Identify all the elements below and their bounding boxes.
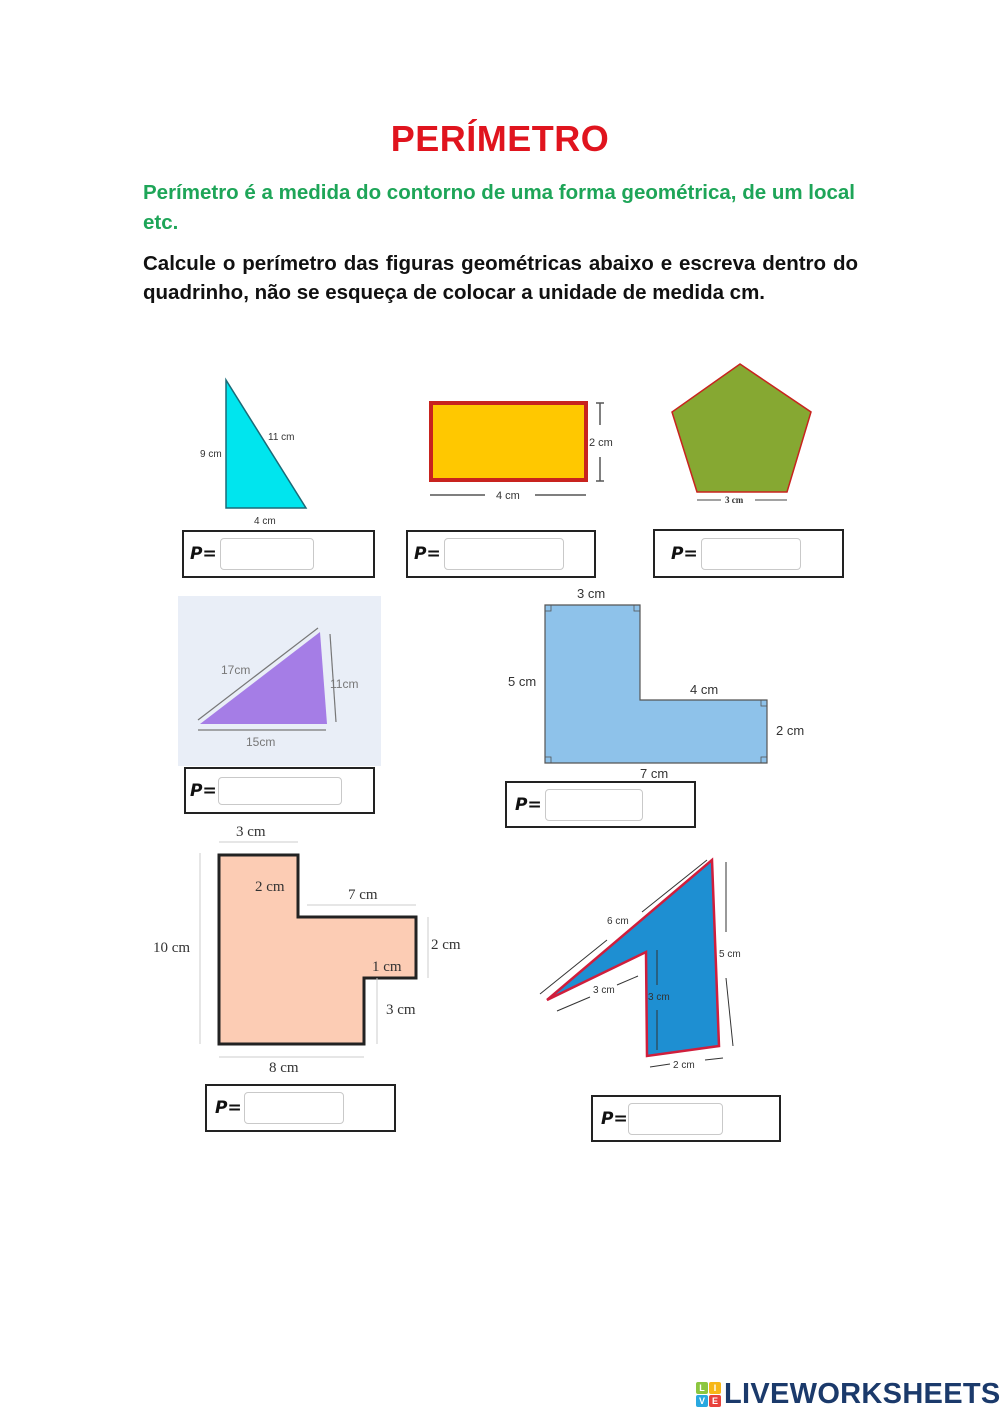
answer-input-7[interactable] bbox=[628, 1103, 723, 1135]
label-inner-step: 1 cm bbox=[372, 959, 402, 975]
figure-right-triangle bbox=[190, 370, 330, 530]
label-short-diagonal: 3 cm bbox=[593, 985, 615, 996]
label-inner-vertical: 2 cm bbox=[255, 879, 285, 895]
answer-box-1 bbox=[182, 530, 375, 578]
label-long-diagonal: 6 cm bbox=[607, 916, 629, 927]
figure-pentagon bbox=[665, 360, 820, 510]
answer-input-6[interactable] bbox=[244, 1092, 344, 1124]
label-right: 5 cm bbox=[719, 949, 741, 960]
label-side-a: 9 cm bbox=[200, 449, 222, 460]
label-top: 3 cm bbox=[236, 824, 266, 840]
liveworksheets-logo bbox=[696, 1378, 1000, 1411]
label-top: 3 cm bbox=[577, 586, 606, 601]
figure-l-shape bbox=[500, 583, 820, 783]
figure-rectangle bbox=[420, 395, 630, 510]
answer-label: P= bbox=[190, 780, 217, 801]
label-side: 3 cm bbox=[725, 495, 744, 505]
answer-box-6 bbox=[205, 1084, 396, 1132]
figure-step-shape bbox=[140, 815, 480, 1080]
label-bottom: 7 cm bbox=[640, 766, 669, 781]
answer-input-1[interactable] bbox=[220, 538, 314, 570]
label-bottom: 8 cm bbox=[269, 1060, 299, 1076]
label-right-side: 11cm bbox=[330, 677, 359, 691]
label-right: 2 cm bbox=[776, 723, 805, 738]
label-step: 4 cm bbox=[690, 682, 719, 697]
label-inner-vertical: 3 cm bbox=[648, 992, 670, 1003]
answer-label: P= bbox=[215, 1098, 242, 1118]
label-left: 5 cm bbox=[508, 674, 537, 689]
answer-input-4[interactable] bbox=[218, 777, 342, 805]
answer-input-5[interactable] bbox=[545, 789, 643, 821]
answer-label: P= bbox=[601, 1108, 628, 1129]
label-base: 4 cm bbox=[254, 516, 276, 527]
label-height: 2 cm bbox=[589, 437, 613, 449]
label-lower-right: 3 cm bbox=[386, 1002, 416, 1018]
label-hypotenuse: 17cm bbox=[221, 663, 251, 677]
label-right: 2 cm bbox=[431, 937, 461, 953]
answer-box-2 bbox=[406, 530, 596, 578]
label-bottom: 2 cm bbox=[673, 1060, 695, 1071]
answer-label: P= bbox=[671, 543, 698, 564]
answer-box-7 bbox=[591, 1095, 781, 1142]
live-logo-icon: L I V E bbox=[696, 1382, 721, 1407]
label-hypotenuse: 11 cm bbox=[268, 432, 295, 443]
definition-text: Perímetro é a medida do contorno de uma forma geométrica, de um local etc. bbox=[143, 181, 855, 234]
answer-input-2[interactable] bbox=[444, 538, 564, 570]
answer-label: P= bbox=[414, 544, 441, 564]
brand-name: LIVEWORKSHEETS bbox=[724, 1378, 1000, 1410]
instructions-text: Calcule o perímetro das figuras geométricas abaixo e escreva dentro do quadrinho, não se esqueça de colocar a unidade de medida cm. bbox=[143, 252, 858, 304]
figure-arrow-shape bbox=[535, 850, 795, 1080]
answer-box-5 bbox=[505, 781, 696, 828]
answer-label: P= bbox=[515, 794, 542, 815]
figure-triangle bbox=[178, 596, 381, 766]
answer-label: P= bbox=[190, 544, 217, 564]
label-base: 15cm bbox=[246, 735, 276, 749]
label-width: 4 cm bbox=[496, 490, 520, 502]
answer-box-3 bbox=[653, 529, 844, 578]
label-middle-top: 7 cm bbox=[348, 887, 378, 903]
label-left: 10 cm bbox=[153, 940, 191, 956]
answer-input-3[interactable] bbox=[701, 538, 801, 570]
page-title: PERÍMETRO bbox=[390, 118, 610, 159]
answer-box-4 bbox=[184, 767, 375, 814]
